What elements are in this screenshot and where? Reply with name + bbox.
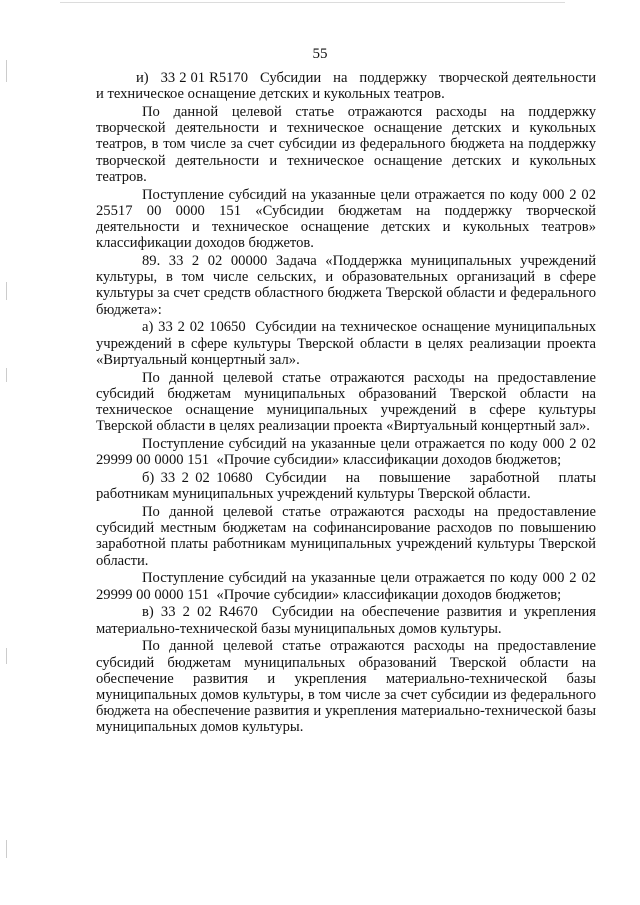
paragraph-8: б) 33 2 02 10680 Субсидии на повышение заработной платы работникам муниципальных учреждений культуры Тверской области. [96,470,600,503]
document-body [96,70,600,737]
scan-edge-line-left-4 [6,648,7,664]
scan-edge-line-left-5 [6,840,7,858]
scan-edge-line-left-1 [6,60,7,82]
paragraph-3: Поступление субсидий на указанные цели отражается по коду 000 2 02 25517 00 0000 151 «Субсидии бюджетам на поддержку творческой деятельности и техническое оснащение детских и кукольных театров» классификации доходов бюджетов. [96,186,600,252]
paragraph-7: Поступление субсидий на указанные цели отражается по коду 000 2 02 29999 00 0000 151 «Прочие субсидии» классификации доходов бюджетов; [96,436,600,469]
paragraph-5: а) 33 2 02 10650 Субсидии на техническое оснащение муниципальных учреждений в сфере культуры Тверской области в целях реализации проекта «Виртуальный концертный зал». [96,319,600,368]
paragraph-10: Поступление субсидий на указанные цели отражается по коду 000 2 02 29999 00 0000 151 «Прочие субсидии» классификации доходов бюджетов; [96,570,600,603]
scan-edge-line-left-3 [6,368,7,382]
page-number: 55 [312,46,328,62]
paragraph-1: и) 33 2 01 R5170 Субсидии на поддержку творческой деятельности и техническое оснащение детских и кукольных театров. [96,70,600,103]
paragraph-4: 89. 33 2 02 00000 Задача «Поддержка муниципальных учреждений культуры, в том числе сельских, и образовательных организаций в сфере культуры за счет средств областного бюджета Тверской области и федерального бюджета»: [96,253,600,318]
paragraph-6: По данной целевой статье отражаются расходы на предоставление субсидий бюджетам муниципальных образований Тверской области на техническое оснащение муниципальных учреждений в сфере культуры Тверской области в целях реализации проекта «Виртуальный концертный зал». [96,369,600,435]
scan-edge-line-left-2 [6,282,7,300]
scan-edge-line-top [60,2,565,3]
paragraph-2: По данной целевой статье отражаются расходы на поддержку творческой деятельности и техническое оснащение детских и кукольных театров, в том числе за счет субсидии из федерального бюджета на поддержку творческой деятельности и техническое оснащение детских и кукольных театров. [96,104,600,185]
paragraph-12: По данной целевой статье отражаются расходы на предоставление субсидий бюджетам муниципальных образований Тверской области на обеспечение развития и укрепления материально-технической базы муниципальных домов культуры, в том числе за счет субсидии из федерального бюджета на обеспечение развития и укрепления материально-технической базы муниципальных домов культуры. [96,638,600,736]
paragraph-11: в) 33 2 02 R4670 Субсидии на обеспечение развития и укрепления материально-технической базы муниципальных домов культуры. [96,604,600,637]
paragraph-9: По данной целевой статье отражаются расходы на предоставление субсидий местным бюджетам на софинансирование расходов по повышению заработной платы работникам муниципальных учреждений культуры Тверской области. [96,504,600,569]
